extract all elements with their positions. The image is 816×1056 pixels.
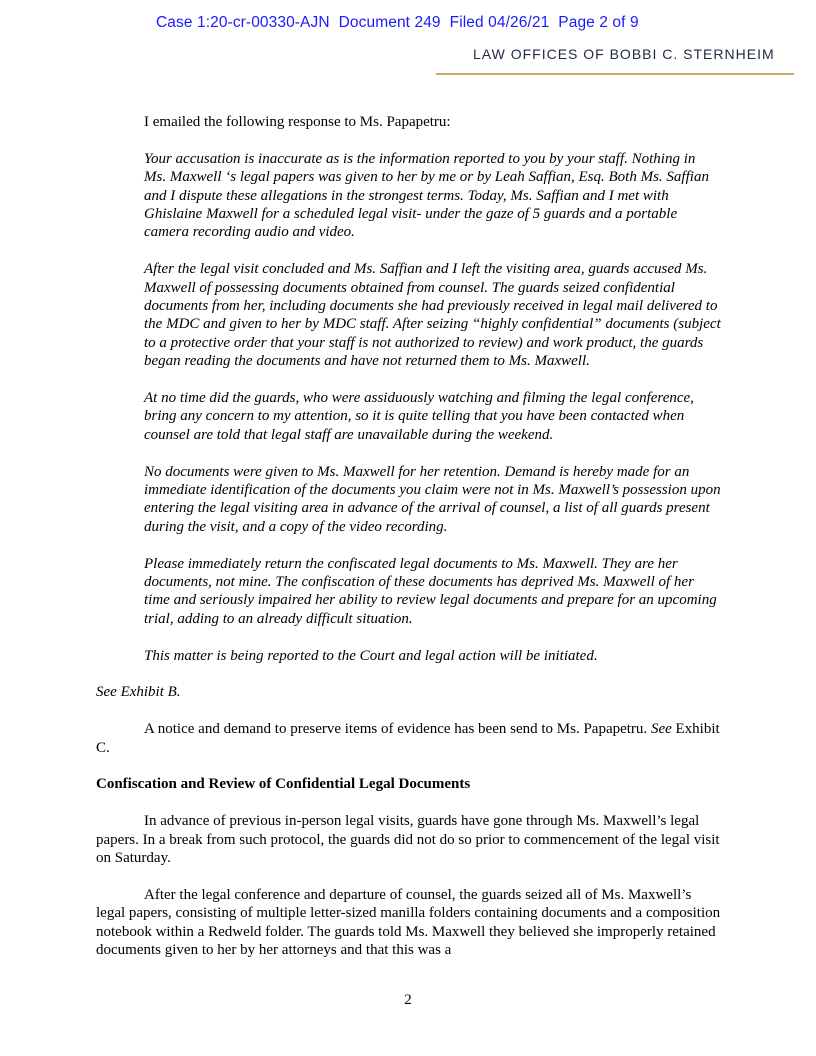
case-header bbox=[156, 14, 648, 32]
see-exhibit-b: See Exhibit B. bbox=[96, 684, 181, 701]
quote-paragraph-6: This matter is being reported to the Court and legal action will be initiated. bbox=[144, 647, 598, 664]
letterhead-rule bbox=[436, 73, 794, 75]
notice-exhibit: Exhibit C. bbox=[96, 721, 720, 756]
quote-paragraph-2: After the legal visit concluded and Ms. Saffian and I left the visiting area, guards accused Ms. Maxwell of possessing documents obtained from counsel. The guards seized confidential documents from her, including documents she had previously received in legal mail delivered to the MDC and given to her by MDC staff. After seizing “highly confidential” documents (subject to a protective order that your staff is not authorized to review) and work product, the guards began reading the documents and have not returned them to Ms. Maxwell. bbox=[144, 261, 721, 370]
quote-paragraph-1: Your accusation is inaccurate as is the information reported to you by your staff. Nothing in Ms. Maxwell ‘s legal papers was given to her by me or by Leah Saffian, Esq. Both Ms. Saffian and I dispute these allegations in the strongest terms. Today, Ms. Saffian and I met with Ghislaine Maxwell for a scheduled legal visit- under the gaze of 5 guards and a portable camera recording audio and video. bbox=[144, 150, 709, 241]
page-number: 2 bbox=[404, 992, 412, 1008]
notice-see: See bbox=[650, 721, 672, 738]
section-heading: Confiscation and Review of Confidential Legal Documents bbox=[96, 776, 471, 793]
quote-paragraph-5: Please immediately return the confiscated legal documents to Ms. Maxwell. They are her documents, not mine. The confiscation of these documents has deprived Ms. Maxwell of her time and seriously impaired her ability to review legal documents and prepare for an upcoming trial, adding to an already difficult situation. bbox=[144, 555, 717, 627]
quote-paragraph-4: No documents were given to Ms. Maxwell for her retention. Demand is hereby made for an immediate identification of the documents you claim were not in Ms. Maxwell’s possession upon entering the legal visiting area in advance of the arrival of counsel, a list of all guards present during the visit, and a copy of the video recording. bbox=[144, 463, 721, 535]
body-paragraph-1: In advance of previous in-person legal visits, guards have gone through Ms. Maxwell’s legal papers. In a break from such protocol, the guards did not do so prior to commencement of the legal visit on Saturday. bbox=[96, 813, 720, 867]
body-paragraph-2: After the legal conference and departure of counsel, the guards seized all of Ms. Maxwell’s legal papers, consisting of multiple letter-sized manilla folders containing documents and a composition notebook within a Redweld folder. The guards told Ms. Maxwell they believed she improperly retained documents given to her by her attorneys and that this was a bbox=[96, 886, 721, 959]
letter-body bbox=[96, 113, 721, 960]
page-indicator: Page 2 of 9 bbox=[558, 14, 639, 31]
firm-letterhead: LAW OFFICES OF BOBBI C. STERNHEIM bbox=[473, 46, 775, 62]
intro-paragraph: I emailed the following response to Ms. Papapetru: bbox=[144, 114, 451, 130]
notice-paragraph bbox=[96, 720, 721, 757]
quote-paragraph-3: At no time did the guards, who were assiduously watching and filming the legal conference, bring any concern to my attention, so it is quite telling that you have been contacted when counsel are told that legal staff are unavailable during the weekend. bbox=[144, 390, 694, 443]
filed-date: Filed 04/26/21 bbox=[449, 14, 550, 31]
case-number: Case 1:20-cr-00330-AJN bbox=[156, 14, 330, 31]
document-number: Document 249 bbox=[338, 14, 441, 31]
notice-text: A notice and demand to preserve items of evidence has been send to Ms. Papapetru. bbox=[144, 721, 651, 738]
